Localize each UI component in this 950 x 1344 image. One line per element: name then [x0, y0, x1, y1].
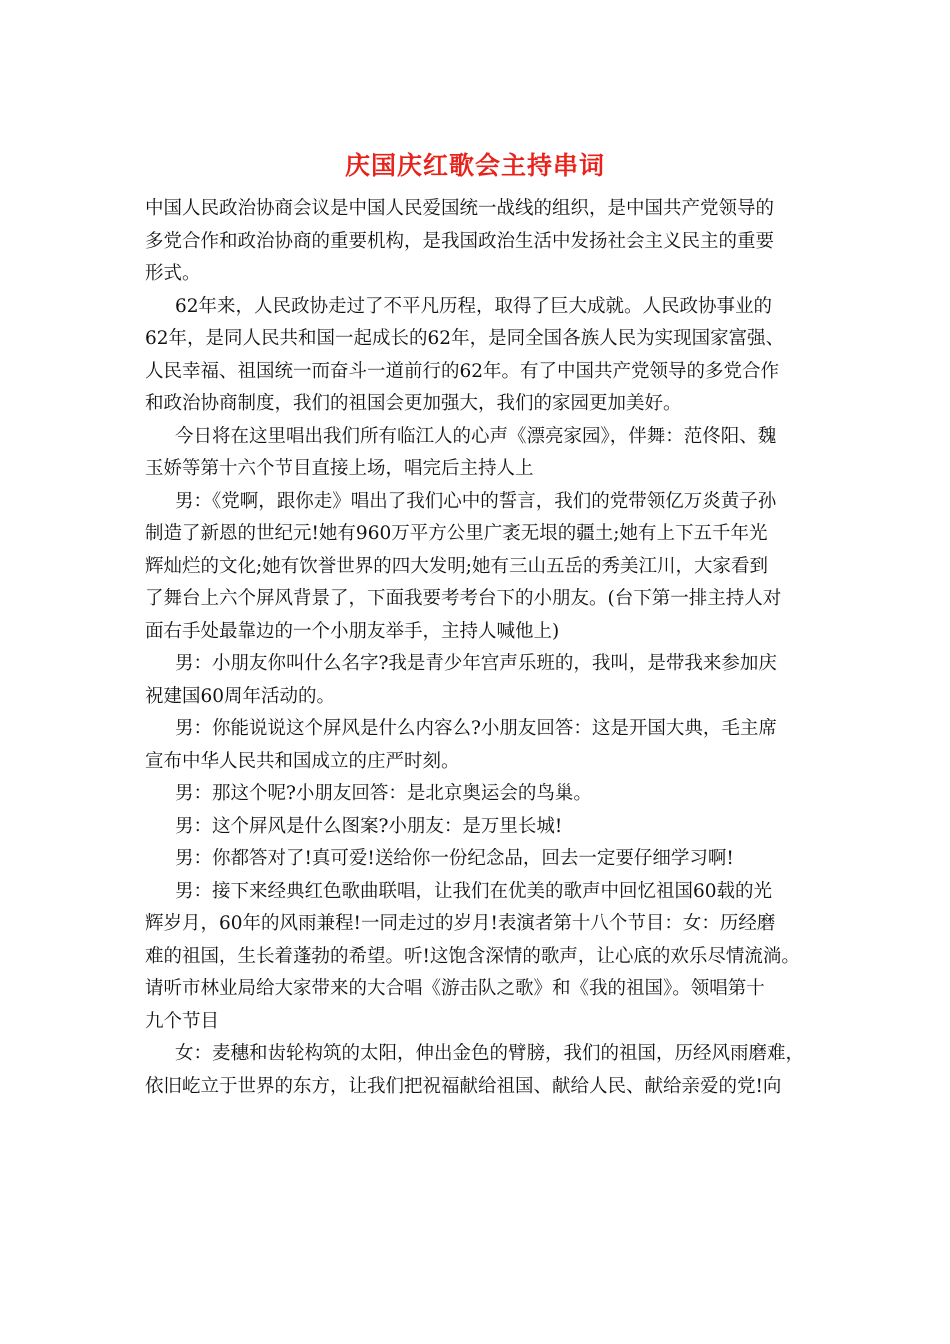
text-line: 中国人民政治协商会议是中国人民爱国统一战线的组织，是中国共产党领导的	[145, 198, 775, 219]
text-line: 难的祖国，生长着蓬勃的希望。听!这饱含深情的歌声，让心底的欢乐尽情流淌。	[145, 945, 800, 967]
text-line: 辉岁月，60年的风雨兼程!一同走过的岁月!表演者第十八个节目：女：历经磨	[145, 913, 776, 934]
text-line: 请听市林业局给大家带来的大合唱《游击队之歌》和《我的祖国》。领唱第十	[145, 978, 765, 999]
text-line: 祝建国60周年活动的。	[145, 685, 336, 707]
text-line: 62年来，人民政协走过了不平凡历程，取得了巨大成就。人民政协事业的	[175, 295, 773, 317]
text-line: 辉灿烂的文化;她有饮誉世界的四大发明;她有三山五岳的秀美江川，大家看到	[145, 555, 768, 577]
text-line: 男：小朋友你叫什么名字?我是青少年宫声乐班的，我叫，是带我来参加庆	[175, 653, 777, 674]
text-line: 了舞台上六个屏风背景了，下面我要考考台下的小朋友。(台下第一排主持人对	[145, 588, 782, 609]
text-line: 今日将在这里唱出我们所有临江人的心声《漂亮家园》，伴舞：范佟阳、魏	[175, 425, 777, 447]
text-line: 男：你都答对了!真可爱!送给你一份纪念品，回去一定要仔细学习啊!	[175, 848, 734, 869]
text-line: 制造了新恩的世纪元!她有960万平方公里广袤无垠的疆土;她有上下五千年光	[145, 523, 768, 544]
text-line: 男：《党啊，跟你走》唱出了我们心中的誓言，我们的党带领亿万炎黄子孙	[175, 490, 777, 512]
text-line: 人民幸福、祖国统一而奋斗一道前行的62年。有了中国共产党领导的多党合作	[145, 360, 780, 382]
text-line: 宣布中华人民共和国成立的庄严时刻。	[145, 750, 460, 772]
text-line: 男：这个屏风是什么图案?小朋友：是万里长城!	[175, 815, 563, 837]
text-line: 九个节目	[145, 1010, 220, 1032]
text-line: 62年，是同人民共和国一起成长的62年，是同全国各族人民为实现国家富强、	[145, 328, 785, 349]
text-line: 男：接下来经典红色歌曲联唱，让我们在优美的歌声中回忆祖国60载的光	[175, 880, 773, 902]
document-body	[145, 193, 825, 1103]
text-line: 形式。	[145, 263, 201, 284]
text-line: 依旧屹立于世界的东方，让我们把祝福献给祖国、献给人民、献给亲爱的党!向	[145, 1075, 782, 1097]
text-line: 男：那这个呢?小朋友回答：是北京奥运会的鸟巢。	[175, 783, 592, 804]
text-line: 多党合作和政治协商的重要机构，是我国政治生活中发扬社会主义民主的重要	[145, 230, 775, 252]
text-line: 玉娇等第十六个节目直接上场，唱完后主持人上	[145, 458, 534, 479]
document-title: 庆国庆红歌会主持串词	[344, 151, 605, 180]
text-line: 和政治协商制度，我们的祖国会更加强大，我们的家园更加美好。	[145, 393, 682, 414]
text-line: 男：你能说说这个屏风是什么内容么?小朋友回答：这是开国大典，毛主席	[175, 718, 777, 739]
text-line: 面右手处最靠边的一个小朋友举手，主持人喊他上)	[145, 620, 560, 642]
text-line: 女：麦穗和齿轮构筑的太阳，伸出金色的臂膀，我们的祖国，历经风雨磨难，	[175, 1043, 805, 1064]
